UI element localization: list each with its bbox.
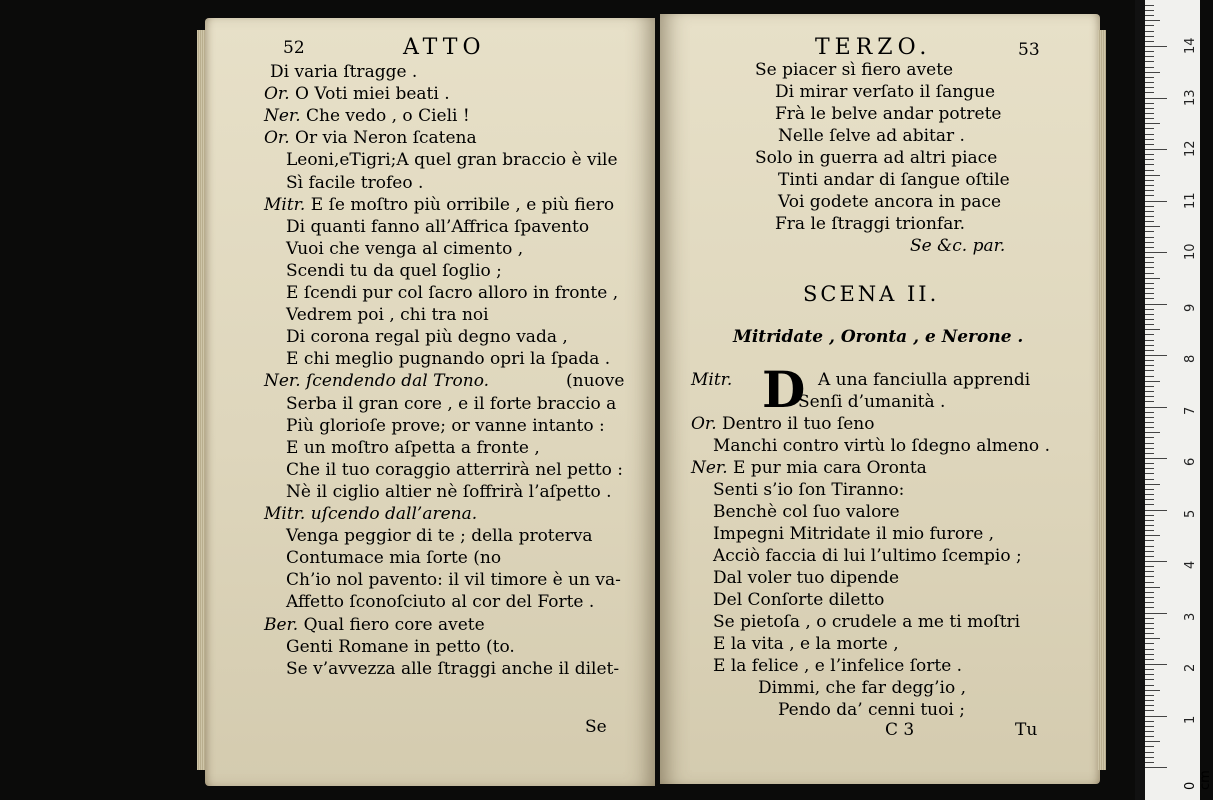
ruler-tick — [1145, 51, 1154, 52]
speaker-label: Mitr. — [264, 194, 306, 215]
ruler-number: 7 — [1183, 406, 1198, 415]
ruler-tick — [1145, 391, 1154, 392]
ruler-tick — [1145, 437, 1154, 438]
ruler-tick — [1145, 247, 1154, 248]
ruler-tick — [1145, 731, 1154, 732]
ruler-tick — [1145, 355, 1167, 356]
ruler-tick — [1145, 649, 1154, 650]
text-line — [286, 173, 423, 193]
text-line — [286, 394, 616, 414]
dialogue-line — [713, 546, 1022, 566]
left-page-edges — [197, 30, 205, 770]
dialogue-line — [691, 458, 927, 478]
ruler-tick — [1145, 669, 1154, 670]
ruler-tick — [1145, 144, 1154, 145]
ruler-tick — [1145, 103, 1154, 104]
scene-title: SCENA II. — [803, 282, 940, 306]
ruler-tick — [1145, 5, 1154, 6]
dialogue-line — [691, 414, 874, 434]
ruler-tick — [1145, 484, 1160, 485]
ruler-tick — [1145, 674, 1154, 675]
ruler-tick — [1145, 530, 1154, 531]
ruler-tick — [1145, 20, 1160, 21]
ruler-tick — [1145, 633, 1154, 634]
text-line — [286, 659, 619, 679]
text-line — [286, 327, 568, 347]
ruler-tick — [1145, 164, 1154, 165]
dialogue-line — [713, 480, 904, 500]
line-text: Vedrem poi , chi tra noi — [286, 305, 489, 326]
ruler-tick — [1145, 77, 1154, 78]
line-text: Manchi contro virtù lo ſdegno almeno . — [713, 436, 1050, 456]
ruler-tick — [1145, 659, 1154, 660]
ruler-tick — [1145, 113, 1154, 114]
ruler-tick — [1145, 314, 1154, 315]
ruler-tick — [1145, 288, 1154, 289]
ruler-tick — [1145, 98, 1167, 99]
ruler-tick — [1145, 499, 1154, 500]
left-running-head: ATTO — [403, 35, 486, 60]
line-text: Benchè col ſuo valore — [713, 502, 900, 522]
line-text: E la vita , e la morte , — [713, 634, 899, 654]
ruler-tick — [1145, 613, 1167, 614]
ruler-tick — [1145, 551, 1154, 552]
ruler-tick — [1145, 170, 1154, 171]
ruler-tick — [1145, 231, 1154, 232]
speaker-label: Or. — [264, 128, 290, 149]
text-line — [286, 548, 501, 568]
ruler-tick — [1145, 520, 1154, 521]
line-text: Di corona regal più degno vada , — [286, 327, 568, 348]
ruler-tick — [1145, 422, 1154, 423]
ruler-tick — [1145, 67, 1154, 68]
line-text: Serba il gran core , e il forte braccio a — [286, 393, 617, 414]
ruler-tick — [1145, 118, 1154, 119]
ruler-tick — [1145, 695, 1154, 696]
ruler-number: 6 — [1183, 457, 1198, 466]
line-text: E chi meglio pugnando opri la ſpada . — [286, 349, 611, 370]
ruler-number: 14 — [1183, 37, 1198, 54]
line-text: Se v’avvezza alle ſtraggi anche il dilet- — [286, 658, 620, 679]
ruler-tick — [1145, 623, 1154, 624]
verse-line: Frà le belve andar potrete — [775, 104, 1002, 124]
ruler-tick — [1145, 643, 1154, 644]
ruler-tick — [1145, 92, 1154, 93]
line-text: Venga peggior di te ; della proterva — [286, 526, 593, 547]
scene-characters: Mitridate , Oronta , e Nerone . — [733, 327, 1024, 347]
ruler-tick — [1145, 504, 1154, 505]
line-text: Vuoi che venga al cimento , — [286, 238, 524, 259]
ruler-tick — [1145, 489, 1154, 490]
ruler-tick — [1145, 587, 1160, 588]
line-text: (nuove — [566, 371, 625, 392]
ruler-number: 8 — [1183, 354, 1198, 363]
line-text: E ſe moſtro più orribile , e più fiero — [310, 194, 615, 215]
ruler-tick — [1145, 159, 1154, 160]
ruler-tick — [1145, 401, 1154, 402]
verse-line: Se &c. par. — [910, 236, 1006, 256]
ruler-tick — [1145, 319, 1154, 320]
ruler-tick — [1145, 154, 1154, 155]
speaker-label: Or. — [264, 84, 290, 105]
ruler-tick — [1145, 710, 1154, 711]
ruler-tick — [1145, 262, 1154, 263]
drop-cap: D — [762, 360, 806, 419]
ruler-tick — [1145, 582, 1154, 583]
right-running-head: TERZO. — [815, 35, 932, 60]
ruler-tick — [1145, 721, 1154, 722]
ruler-tick — [1145, 767, 1167, 768]
verse-line: Voi godete ancora in pace — [778, 192, 1002, 212]
speaker-label: Mitr. — [691, 370, 733, 390]
right-page-number: 53 — [1018, 40, 1040, 60]
text-line — [286, 592, 594, 612]
ruler-tick — [1145, 443, 1154, 444]
text-line — [264, 371, 625, 392]
text-line — [286, 349, 610, 369]
ruler-tick — [1145, 453, 1154, 454]
ruler-tick — [1145, 334, 1154, 335]
ruler-tick — [1145, 56, 1154, 57]
text-line — [270, 62, 417, 82]
line-text: Che vedo , o Cieli ! — [306, 106, 470, 127]
line-text: Leoni,eTigri;A quel gran braccio è vile — [286, 150, 618, 171]
line-text: Scendi tu da quel ſoglio ; — [286, 260, 502, 281]
line-text: Ch’io nol pavento: il vil timore è un va- — [286, 570, 621, 591]
ruler-tick — [1145, 494, 1154, 495]
line-text: E la felice , e l’infelice ſorte . — [713, 656, 963, 676]
ruler-tick — [1145, 705, 1154, 706]
speaker-label: Ner. ſcendendo dal Trono. — [264, 371, 490, 392]
ruler-tick — [1145, 365, 1154, 366]
ruler-tick — [1145, 427, 1154, 428]
text-line — [286, 305, 489, 325]
line-text: Dimmi, che far degg’io , — [758, 678, 967, 698]
ruler-tick — [1145, 293, 1154, 294]
text-line — [286, 283, 618, 303]
ruler-tick — [1145, 185, 1154, 186]
ruler-number: 9 — [1183, 303, 1198, 312]
right-page-edges — [1098, 30, 1106, 770]
line-text: Nè il ciglio altier nè ſoffrirà l’aſpetto . — [286, 481, 612, 502]
ruler-tick — [1145, 237, 1154, 238]
ruler-tick — [1145, 592, 1154, 593]
ruler-tick — [1145, 561, 1167, 562]
ruler-tick — [1145, 211, 1154, 212]
ruler-tick — [1145, 726, 1154, 727]
line-text: Or via Neron ſcatena — [295, 128, 477, 149]
dialogue-line — [758, 678, 966, 698]
ruler-tick — [1145, 566, 1154, 567]
ruler-number: 13 — [1183, 88, 1198, 106]
ruler-tick — [1145, 350, 1154, 351]
line-text: Dentro il tuo ſeno — [716, 414, 875, 434]
ruler-tick — [1145, 304, 1167, 305]
speaker-label: Or. — [691, 414, 717, 434]
ruler-unit-label: 0 cm — [1183, 770, 1213, 790]
line-text: Di quanti fanno all’Affrica ſpavento — [286, 216, 590, 237]
line-text: Affetto ſconoſciuto al cor del Forte . — [286, 592, 595, 613]
ruler-tick — [1145, 407, 1167, 408]
text-line — [286, 239, 523, 259]
ruler-tick — [1145, 128, 1154, 129]
ruler-tick — [1145, 15, 1154, 16]
ruler-tick — [1145, 381, 1160, 382]
line-text: Acciò faccia di lui l’ultimo ſcempio ; — [713, 546, 1022, 566]
ruler-tick — [1145, 139, 1154, 140]
ruler-number: 4 — [1183, 560, 1198, 569]
line-text: A una fanciulla apprendi — [818, 370, 1031, 390]
ruler-tick — [1145, 741, 1160, 742]
ruler-tick — [1145, 432, 1160, 433]
verse-line: Fra le ſtraggi trionfar. — [775, 214, 966, 234]
speaker-label: Ner. — [264, 106, 301, 127]
text-line — [264, 195, 614, 215]
ruler-number: 12 — [1183, 140, 1198, 157]
ruler-tick — [1145, 396, 1154, 397]
ruler-tick — [1145, 206, 1154, 207]
ruler-tick — [1145, 417, 1154, 418]
ruler-number: 5 — [1183, 509, 1198, 518]
ruler-tick — [1145, 134, 1154, 135]
ruler-tick — [1145, 221, 1154, 222]
text-line — [286, 570, 621, 590]
text-line — [286, 438, 540, 458]
ruler-tick — [1145, 41, 1154, 42]
ruler-tick — [1145, 448, 1154, 449]
text-line — [286, 217, 589, 237]
dialogue-line — [713, 524, 994, 544]
text-line — [264, 84, 450, 104]
text-line — [264, 615, 485, 635]
ruler-tick — [1145, 597, 1154, 598]
line-text: Che il tuo coraggio atterrirà nel petto : — [286, 459, 624, 480]
ruler-tick — [1145, 618, 1154, 619]
ruler-tick — [1145, 664, 1167, 665]
line-text: Più glorioſe prove; or vanne intanto : — [286, 415, 605, 436]
speaker-label: Mitr. uſcendo dall’arena. — [264, 504, 478, 524]
ruler-tick — [1145, 525, 1154, 526]
ruler-tick — [1145, 31, 1154, 32]
ruler-tick — [1145, 679, 1154, 680]
ruler-tick — [1145, 628, 1154, 629]
dialogue-line — [778, 700, 965, 720]
line-text: Qual fiero core avete — [303, 614, 485, 635]
text-line — [264, 128, 477, 148]
ruler-tick — [1145, 175, 1160, 176]
ruler-tick — [1145, 149, 1167, 150]
ruler-tick — [1145, 46, 1167, 47]
line-text: Se pietoſa , o crudele a me ti moſtri — [713, 612, 1021, 632]
ruler-tick — [1145, 607, 1154, 608]
line-text: O Voti miei beati . — [295, 84, 450, 105]
ruler-tick — [1145, 458, 1167, 459]
ruler-tick — [1145, 82, 1154, 83]
text-line — [286, 526, 593, 546]
ruler-tick — [1145, 61, 1154, 62]
ruler-tick — [1145, 360, 1154, 361]
dialogue-line — [798, 392, 945, 412]
ruler-tick — [1145, 324, 1154, 325]
text-line — [286, 261, 502, 281]
ruler-tick — [1145, 700, 1154, 701]
text-line — [264, 504, 477, 524]
ruler-tick — [1145, 602, 1154, 603]
text-line — [286, 150, 618, 170]
ruler-tick — [1145, 386, 1154, 387]
ruler-tick — [1145, 278, 1160, 279]
verse-line: Nelle ſelve ad abitar . — [778, 126, 965, 146]
line-text: Di varia ſtragge . — [270, 62, 418, 82]
ruler-tick — [1145, 546, 1154, 547]
dialogue-line — [713, 634, 899, 654]
left-catchword: Se — [585, 717, 607, 737]
dialogue-line — [691, 370, 1031, 390]
dialogue-line — [713, 612, 1020, 632]
ruler-tick — [1145, 345, 1154, 346]
ruler-tick — [1145, 36, 1154, 37]
speaker-label: Ner. — [691, 458, 728, 478]
line-text: Del Conſorte diletto — [713, 590, 885, 610]
ruler-tick — [1145, 736, 1154, 737]
ruler-tick — [1145, 370, 1154, 371]
ruler-tick — [1145, 257, 1154, 258]
ruler-tick — [1145, 267, 1154, 268]
line-text: E ſcendi pur col ſacro alloro in fronte , — [286, 283, 619, 303]
ruler-tick — [1145, 757, 1154, 758]
dialogue-line — [713, 590, 884, 610]
scale-ruler — [1135, 0, 1213, 800]
ruler-tick — [1145, 10, 1154, 11]
ruler-tick — [1145, 515, 1154, 516]
ruler-tick — [1145, 226, 1160, 227]
ruler-tick — [1145, 746, 1154, 747]
line-text: Genti Romane in petto (to. — [286, 636, 515, 657]
ruler-number: 1 — [1183, 715, 1198, 724]
ruler-tick — [1145, 685, 1154, 686]
ruler-tick — [1145, 273, 1154, 274]
text-line — [286, 416, 605, 436]
ruler-number: 11 — [1183, 191, 1198, 209]
line-text: Senſi d’umanità . — [798, 392, 946, 412]
dialogue-line — [713, 502, 900, 522]
text-line — [286, 482, 612, 502]
dialogue-line — [713, 436, 1050, 456]
ruler-tick — [1145, 309, 1154, 310]
line-text: Dal voler tuo dipende — [713, 568, 900, 588]
ruler-tick — [1145, 25, 1154, 26]
verse-line: Di mirar verſato il ſangue — [775, 82, 996, 102]
speaker-label: Ber. — [264, 614, 299, 635]
ruler-tick — [1145, 556, 1154, 557]
ruler-tick — [1145, 571, 1154, 572]
ruler-tick — [1145, 510, 1167, 511]
text-line — [286, 460, 623, 480]
ruler-tick — [1145, 716, 1167, 717]
ruler-tick — [1145, 72, 1160, 73]
ruler-tick — [1145, 340, 1154, 341]
ruler-number: 10 — [1183, 243, 1198, 260]
ruler-tick — [1145, 576, 1154, 577]
ruler-tick — [1145, 201, 1167, 202]
ruler-tick — [1145, 195, 1154, 196]
ruler-tick — [1145, 690, 1160, 691]
line-text: Impegni Mitridate il mio furore , — [713, 524, 995, 544]
ruler-tick — [1145, 216, 1154, 217]
verse-line: Solo in guerra ad altri piace — [755, 148, 998, 168]
ruler-tick — [1145, 468, 1154, 469]
ruler-tick — [1145, 283, 1154, 284]
left-page-number: 52 — [283, 38, 305, 58]
ruler-tick — [1145, 752, 1154, 753]
line-text: E pur mia cara Oronta — [727, 458, 927, 478]
ruler-tick — [1145, 463, 1154, 464]
right-catchword: Tu — [1015, 720, 1038, 740]
ruler-number: 3 — [1183, 612, 1198, 621]
dialogue-line — [713, 568, 899, 588]
ruler-number: 2 — [1183, 663, 1198, 672]
ruler-tick — [1145, 473, 1154, 474]
ruler-tick — [1145, 654, 1154, 655]
ruler-tick — [1145, 180, 1154, 181]
ruler-tick — [1145, 298, 1154, 299]
ruler-tick — [1145, 252, 1167, 253]
verse-line: Se piacer sì fiero avete — [755, 60, 954, 80]
ruler-tick — [1145, 638, 1160, 639]
dialogue-line — [713, 656, 962, 676]
ruler-edge — [1135, 0, 1145, 800]
signature-mark: C 3 — [885, 720, 915, 740]
text-line — [286, 637, 515, 657]
ruler-tick — [1145, 108, 1154, 109]
line-text: Pendo da’ cenni tuoi ; — [778, 700, 965, 720]
line-text: Contumace mia ſorte (no — [286, 548, 502, 569]
ruler-tick — [1145, 479, 1154, 480]
ruler-tick — [1145, 762, 1154, 763]
ruler-tick — [1145, 540, 1154, 541]
ruler-tick — [1145, 376, 1154, 377]
ruler-tick — [1145, 190, 1154, 191]
line-text: Senti s’io ſon Tiranno: — [713, 480, 905, 500]
verse-line: Tinti andar di ſangue oſtile — [778, 170, 1010, 190]
ruler-tick — [1145, 412, 1154, 413]
ruler-tick — [1145, 535, 1160, 536]
line-text: E un moſtro aſpetta a fronte , — [286, 437, 540, 458]
ruler-tick — [1145, 329, 1160, 330]
text-line — [264, 106, 470, 126]
ruler-tick — [1145, 242, 1154, 243]
ruler-tick — [1145, 87, 1154, 88]
ruler-tick — [1145, 123, 1160, 124]
line-text: Sì facile trofeo . — [286, 172, 424, 193]
